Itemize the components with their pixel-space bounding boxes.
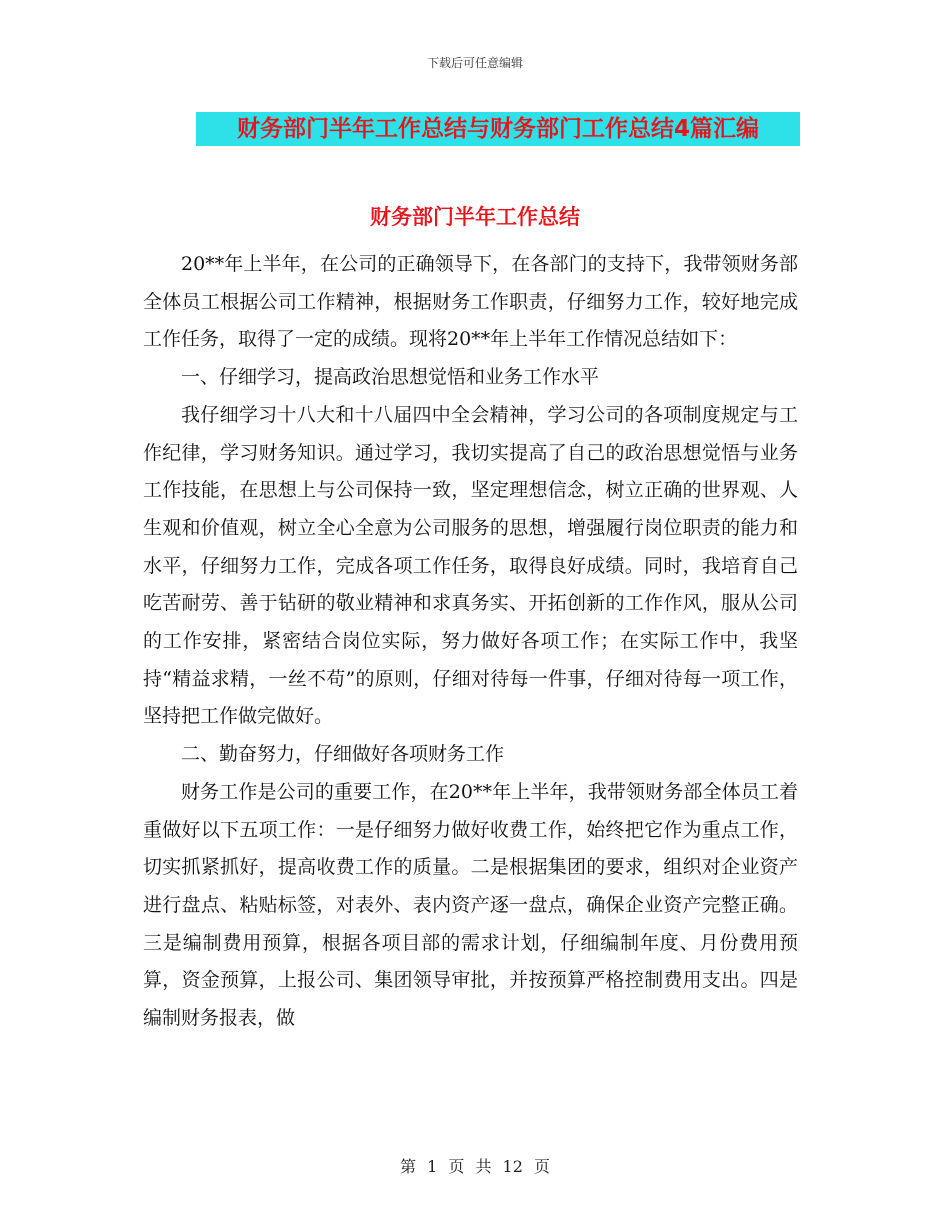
paragraph-intro: 20**年上半年，在公司的正确领导下，在各部门的支持下，我带领财务部全体员工根据公司工作精神，根据财务工作职责，仔细努力工作，较好地完成工作任务，取得了一定的成绩。现将20**年上半年工作情况总结如下： bbox=[143, 253, 798, 351]
document-title: 财务部门半年工作总结与财务部门工作总结4篇汇编 bbox=[196, 112, 800, 146]
header-note: 下载后可任意编辑 bbox=[426, 56, 523, 70]
heading-finance-work: 二、勤奋努力，仔细做好各项财务工作 bbox=[181, 743, 505, 766]
paragraph-finance-work: 财务工作是公司的重要工作，在20**年上半年，我带领财务部全体员工着重做好以下五项工作：一是仔细努力做好收费工作，始终把它作为重点工作，切实抓紧抓好，提高收费工作的质量。二是根据集团的要求，组织对企业资产进行盘点、粘贴标签，对表外、表内资产逐一盘点，确保企业资产完整正确。三是编制费用预算，根据各项目部的需求计划，仔细编制年度、月份费用预算，资金预算，上报公司、集团领导审批，并按预算严格控制费用支出。四是编制财务报表，做 bbox=[143, 780, 798, 1030]
document-body bbox=[143, 246, 798, 1038]
heading-study: 一、仔细学习，提高政治思想觉悟和业务工作水平 bbox=[181, 366, 600, 389]
page-number: 第 1 页 共 12 页 bbox=[400, 1157, 550, 1176]
paragraph-study: 我仔细学习十八大和十八届四中全会精神，学习公司的各项制度规定与工作纪律，学习财务知识。通过学习，我切实提高了自己的政治思想觉悟与业务工作技能，在思想上与公司保持一致，坚定理想信念，树立正确的世界观、人生观和价值观，树立全心全意为公司服务的思想，增强履行岗位职责的能力和水平，仔细努力工作，完成各项工作任务，取得良好成绩。同时，我培育自己吃苦耐劳、善于钻研的敬业精神和求真务实、开拓创新的工作作风，服从公司的工作安排，紧密结合岗位实际，努力做好各项工作；在实际工作中，我坚持“精益求精，一丝不苟”的原则，仔细对待每一件事，仔细对待每一项工作，坚持把工作做完做好。 bbox=[143, 403, 798, 728]
section-title: 财务部门半年工作总结 bbox=[370, 205, 580, 229]
